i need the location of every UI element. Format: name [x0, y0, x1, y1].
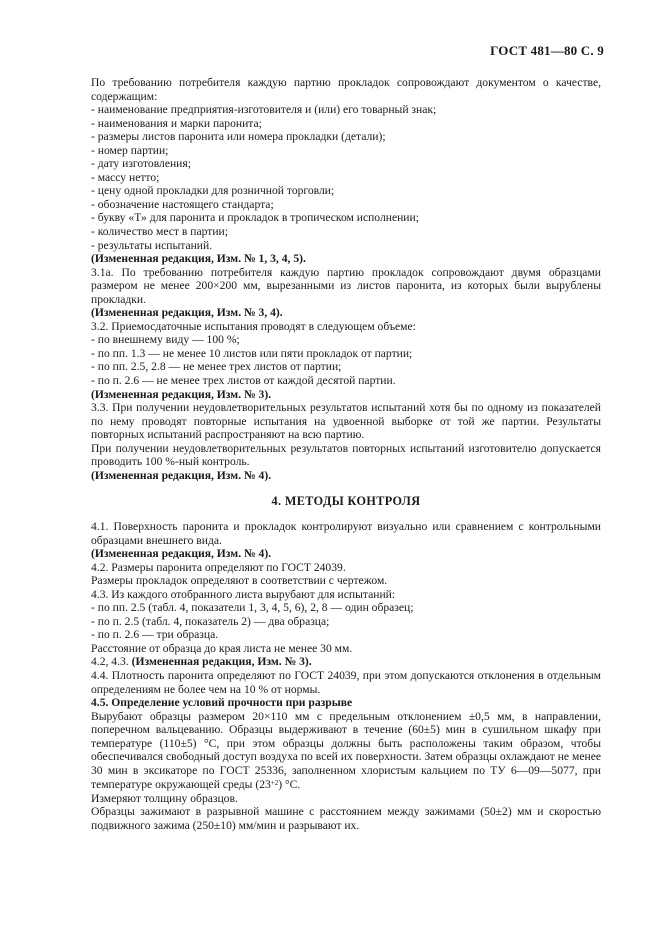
clause-3-1a: 3.1а. По требованию потребителя каждую партию прокладок сопровождают двумя образцами размером не менее 200×200 мм, вырезанными из листов паронита, из которых были вырублены прокладки. [91, 265, 601, 306]
list-item: - наименование предприятия-изготовителя и (или) его товарный знак; [91, 103, 437, 117]
clause-4-4: 4.4. Плотность паронита определяют по ГОСТ 24039, при этом допускаются отклонения в отдельным определениям не более чем на 10 % от нормы. [91, 668, 601, 696]
procedure-text-end: ) °С. [278, 778, 301, 792]
list-item: - по п. 2.5 (табл. 4, показатель 2) — два образца; [91, 614, 330, 628]
revision-note: (Измененная редакция, Изм. № 3, 4). [91, 306, 283, 320]
clause-3-3-second: При получении неудовлетворительных результатов повторных испытаний изготовителю допускается проводить 100 %-ный контроль. [91, 441, 601, 469]
clause-4-5-thickness: Измеряют толщину образцов. [91, 791, 238, 805]
list-item: - результаты испытаний. [91, 238, 213, 252]
revision-note: (Измененная редакция, Изм. № 4). [91, 547, 272, 561]
clause-4-1: 4.1. Поверхность паронита и прокладок контролируют визуально или сравнением с контрольными образцами внешнего вида. [91, 519, 601, 547]
clause-4-2: 4.2. Размеры паронита определяют по ГОСТ 24039. [91, 560, 346, 574]
clause-4-5-title: 4.5. Определение условий прочности при разрыве [91, 696, 353, 710]
list-item: - массу нетто; [91, 170, 160, 184]
list-item: - обозначение настоящего стандарта; [91, 197, 274, 211]
quality-document-intro: По требованию потребителя каждую партию прокладок сопровождают документом о качестве, содержащим: [91, 76, 601, 103]
acceptance-tests-list [91, 333, 601, 387]
quality-document-list [91, 103, 601, 252]
clause-3-2-intro: 3.2. Приемосдаточные испытания проводят в следующем объеме: [91, 319, 416, 333]
list-item: - номер партии; [91, 143, 169, 157]
list-item: - количество мест в партии; [91, 225, 228, 239]
list-item: - по внешнему виду — 100 %; [91, 333, 240, 347]
list-item: - по пп. 2.5, 2.8 — не менее трех листов от партии; [91, 360, 342, 374]
clause-4-2-second: Размеры прокладок определяют в соответствии с чертежом. [91, 574, 388, 588]
revision-note: (Измененная редакция, Изм. № 3). [131, 655, 312, 669]
clause-4-5-procedure [91, 710, 601, 792]
specimen-list [91, 601, 601, 642]
tolerance-superscript: +2 [270, 779, 279, 788]
document-body [91, 76, 601, 833]
list-item: - цену одной прокладки для розничной торговли; [91, 184, 335, 198]
revision-note: (Измененная редакция, Изм. № 3). [91, 387, 272, 401]
list-item: - по п. 2.6 — три образца. [91, 628, 219, 642]
list-item: - по п. 2.6 — не менее трех листов от каждой десятой партии. [91, 374, 396, 388]
procedure-text: Вырубают образцы размером 20×110 мм с предельным отклонением ±0,5 мм, в направлении, поперечном вальцеванию. Образцы выдерживают в течение (60±5) мин в сушильном шкафу при температуре (110±5) °С, при этом образцы должны быть расположены таким образом, чтобы обеспечивался свободный доступ воздуха по всей их поверхности. Затем образцы охлаждают не менее 30 мин в эксикаторе по ГОСТ 25336, заполненном хлористым кальцием по ТУ 6—09—5077, при температуре окружающей среды (23 [91, 709, 601, 792]
revision-note-4-2-4-3 [91, 655, 601, 669]
clause-4-3-distance: Расстояние от образца до края листа не менее 30 мм. [91, 641, 353, 655]
revision-note: (Измененная редакция, Изм. № 4). [91, 468, 272, 482]
revision-note: (Измененная редакция, Изм. № 1, 3, 4, 5). [91, 252, 306, 266]
list-item: - наименования и марки паронита; [91, 116, 262, 130]
list-item: - по пп. 2.5 (табл. 4, показатели 1, 3, 4, 5, 6), 2, 8 — один образец; [91, 601, 414, 615]
list-item: - букву «Т» для паронита и прокладок в тропическом исполнении; [91, 211, 419, 225]
clause-3-3: 3.3. При получении неудовлетворительных результатов испытаний хотя бы по одному из показателей по нему проводят повторные испытания на удвоенной выборке от той же партии. Результаты повторных испытаний распространяют на всю партию. [91, 401, 601, 442]
section-4-title: 4. МЕТОДЫ КОНТРОЛЯ [271, 494, 421, 509]
page-header: ГОСТ 481—80 С. 9 [490, 43, 604, 58]
list-item: - дату изготовления; [91, 157, 191, 171]
clause-4-3-intro: 4.3. Из каждого отобранного листа вырубают для испытаний: [91, 587, 396, 601]
clause-4-5-clamping: Образцы зажимают в разрывной машине с расстоянием между зажимами (50±2) мм и скоростью подвижного зажима (250±10) мм/мин и разрывают их. [91, 805, 601, 832]
list-item: - размеры листов паронита или номера прокладки (детали); [91, 130, 386, 144]
list-item: - по пп. 1.3 — не менее 10 листов или пяти прокладок от партии; [91, 346, 413, 360]
revision-prefix: 4.2, 4.3. [91, 655, 132, 669]
